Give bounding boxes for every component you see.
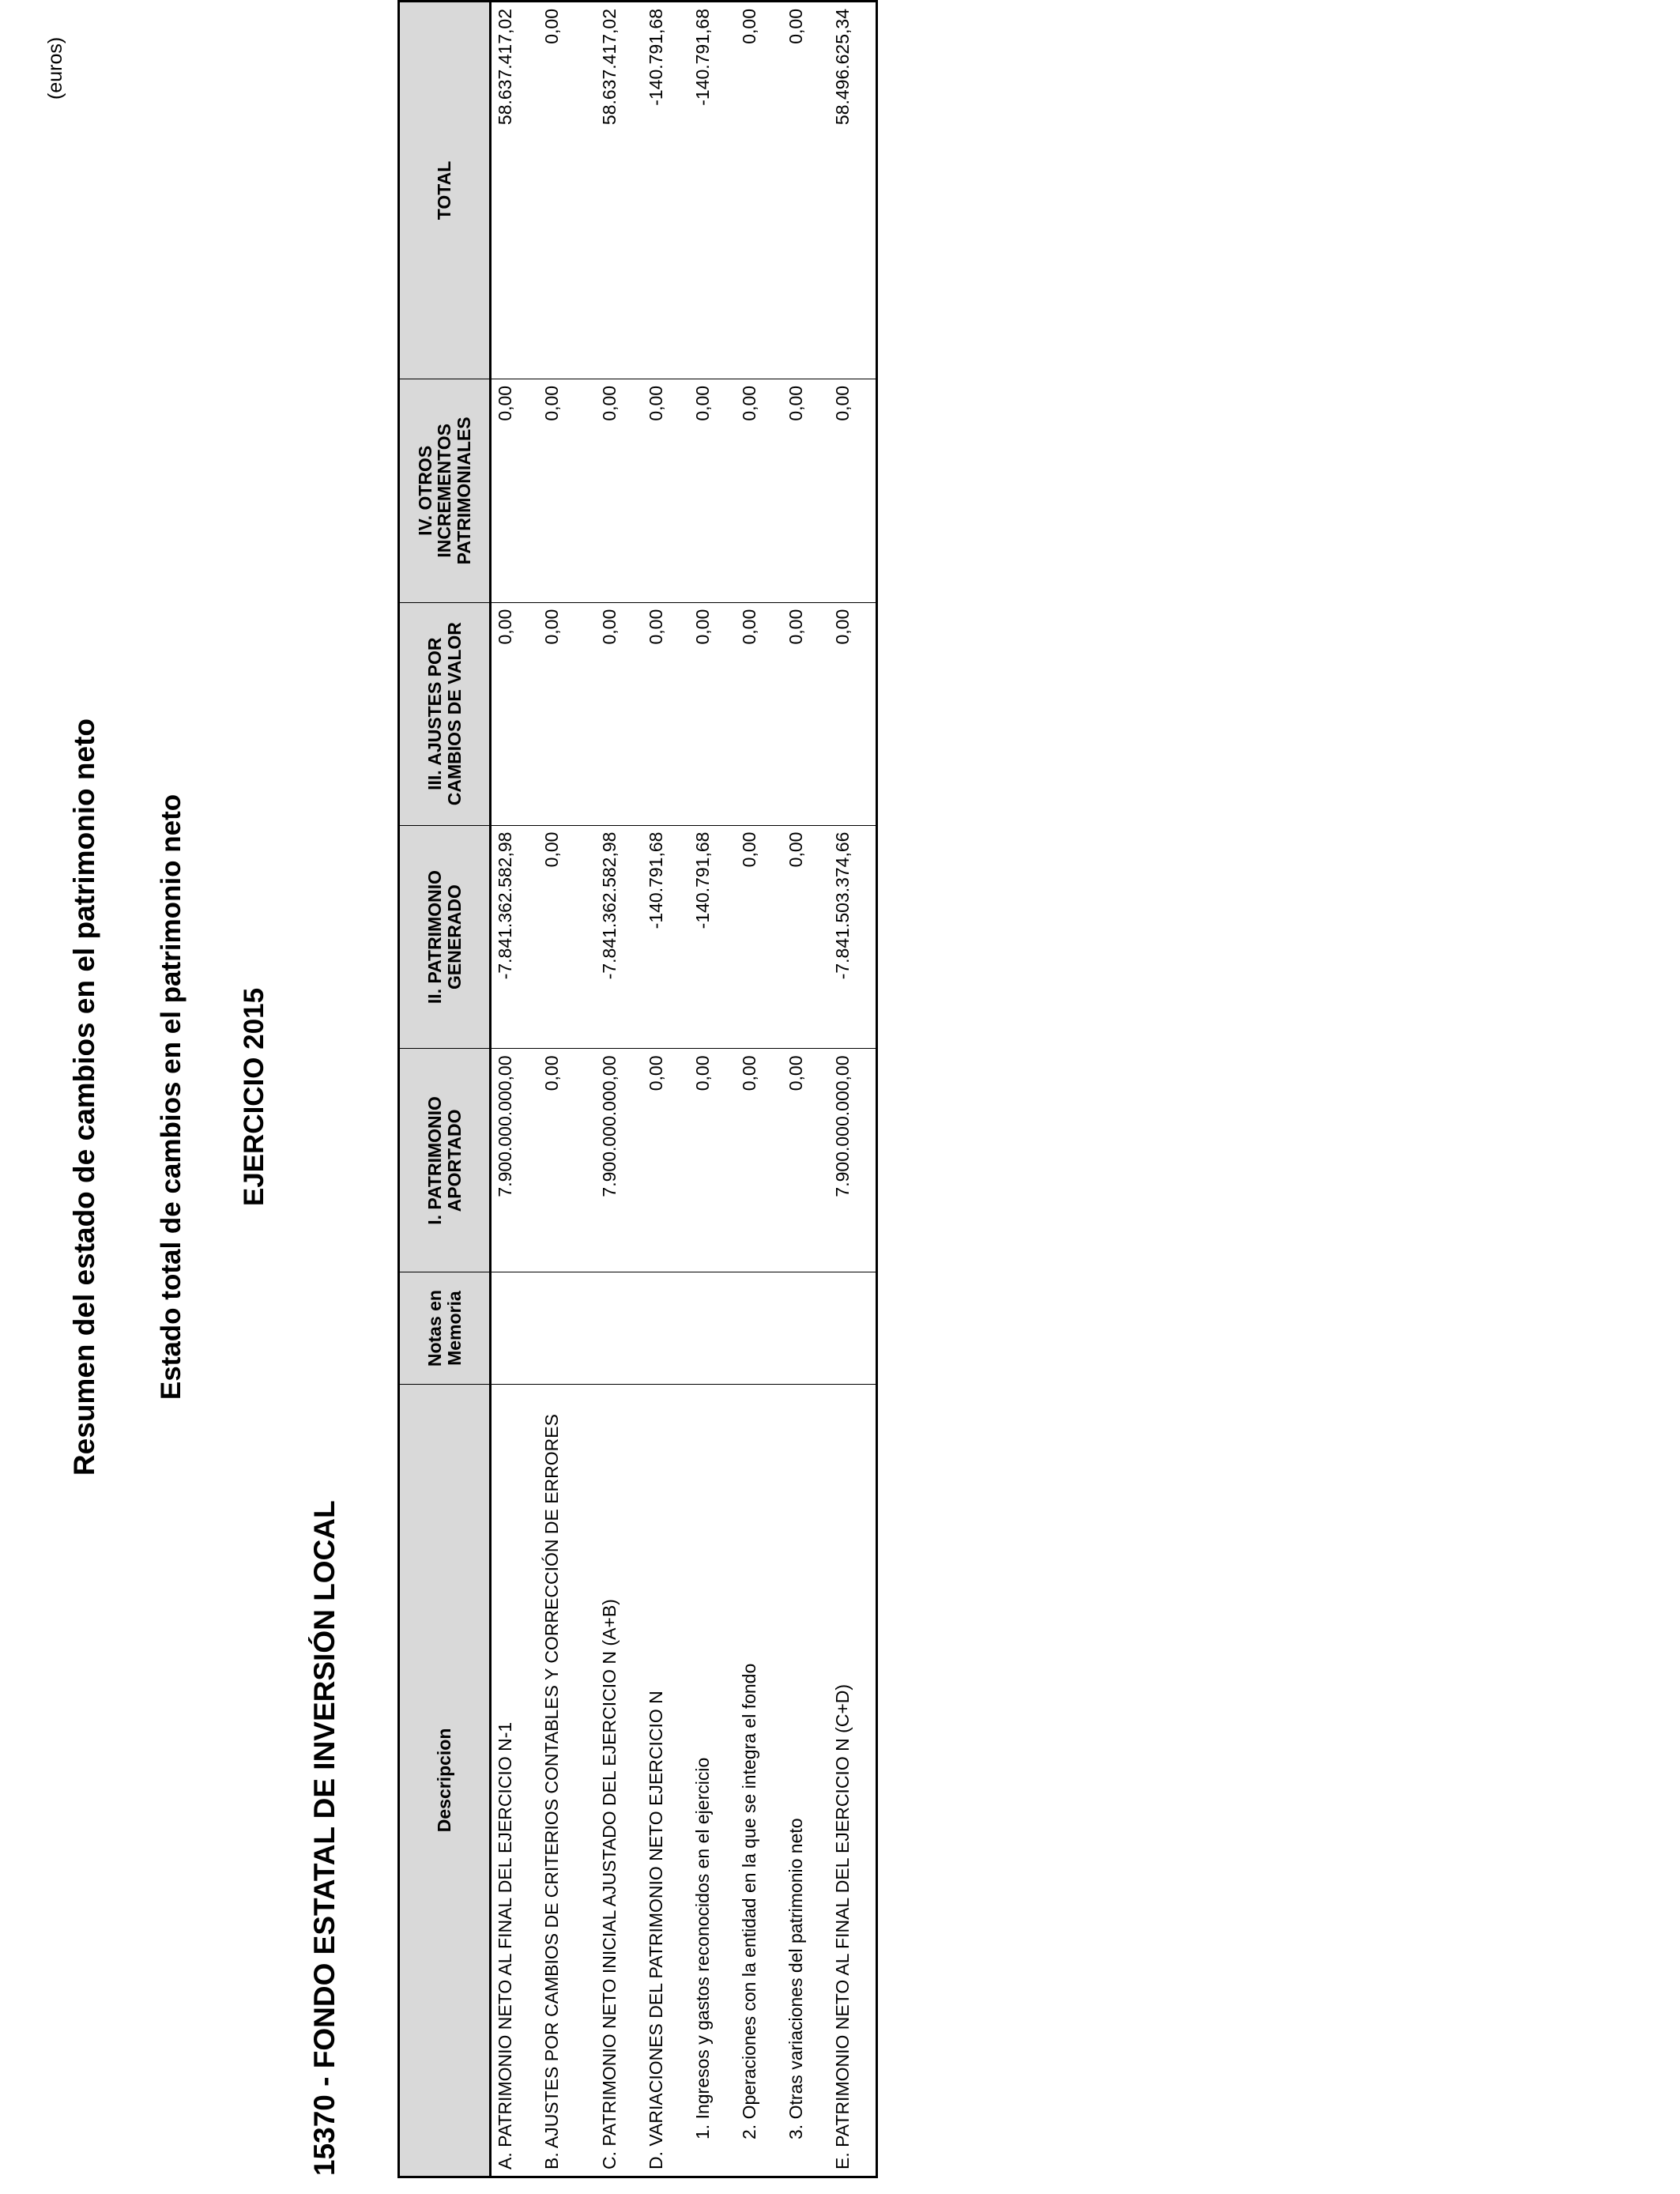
row-label: 1. Ingresos y gastos reconocidos en el ejercicio <box>689 1384 736 2177</box>
table-row <box>829 2 877 2177</box>
table-row <box>596 2 642 2177</box>
cell-otros-incrementos: 0,00 <box>596 379 642 602</box>
row-notes <box>782 1272 829 1384</box>
cell-patrimonio-generado: -7.841.362.582,98 <box>596 825 642 1049</box>
cell-otros-incrementos: 0,00 <box>736 379 782 602</box>
cell-otros-incrementos: 0,00 <box>689 379 736 602</box>
column-header-total: TOTAL <box>399 2 491 379</box>
cell-patrimonio-generado: 0,00 <box>538 825 596 1049</box>
units-label: (euros) <box>44 36 66 100</box>
cell-patrimonio-aportado: 0,00 <box>782 1049 829 1272</box>
row-notes <box>596 1272 642 1384</box>
cell-otros-incrementos: 0,00 <box>642 379 689 602</box>
row-label: B. AJUSTES POR CAMBIOS DE CRITERIOS CONTABLES Y CORRECCIÓN DE ERRORES <box>538 1384 596 2177</box>
column-header-patrimonio-aportado: I. PATRIMONIO APORTADO <box>399 1049 491 1272</box>
cell-patrimonio-aportado: 0,00 <box>642 1049 689 1272</box>
row-notes <box>491 1272 539 1384</box>
cell-ajustes-valor: 0,00 <box>596 602 642 825</box>
cell-patrimonio-aportado: 7.900.000.000,00 <box>829 1049 877 1272</box>
cell-otros-incrementos: 0,00 <box>538 379 596 602</box>
cell-patrimonio-aportado: 0,00 <box>538 1049 596 1272</box>
header-row <box>399 2 491 2177</box>
column-header-ajustes-valor: III. AJUSTES POR CAMBIOS DE VALOR <box>399 602 491 825</box>
cell-patrimonio-aportado: 0,00 <box>736 1049 782 1272</box>
table-row <box>642 2 689 2177</box>
table-row <box>491 2 539 2177</box>
cell-total: 0,00 <box>538 2 596 379</box>
cell-total: 58.496.625,34 <box>829 2 877 379</box>
row-notes <box>829 1272 877 1384</box>
cell-total: -140.791,68 <box>689 2 736 379</box>
row-notes <box>736 1272 782 1384</box>
cell-ajustes-valor: 0,00 <box>829 602 877 825</box>
row-notes <box>642 1272 689 1384</box>
cell-otros-incrementos: 0,00 <box>782 379 829 602</box>
table-row <box>782 2 829 2177</box>
cell-patrimonio-generado: 0,00 <box>782 825 829 1049</box>
row-label: 2. Operaciones con la entidad en la que se integra el fondo <box>736 1384 782 2177</box>
equity-changes-table <box>397 0 878 2178</box>
document-subtitle: Estado total de cambios en el patrimonio neto <box>156 794 186 1400</box>
cell-total: -140.791,68 <box>642 2 689 379</box>
cell-ajustes-valor: 0,00 <box>736 602 782 825</box>
column-header-otros-incrementos: IV. OTROS INCREMENTOS PATRIMONIALES <box>399 379 491 602</box>
cell-otros-incrementos: 0,00 <box>829 379 877 602</box>
cell-otros-incrementos: 0,00 <box>491 379 539 602</box>
table-row <box>689 2 736 2177</box>
cell-ajustes-valor: 0,00 <box>538 602 596 825</box>
row-notes <box>538 1272 596 1384</box>
table-row <box>736 2 782 2177</box>
cell-total: 58.637.417,02 <box>596 2 642 379</box>
cell-patrimonio-generado: 0,00 <box>736 825 782 1049</box>
cell-patrimonio-aportado: 0,00 <box>689 1049 736 1272</box>
document-title: Resumen del estado de cambios en el patrimonio neto <box>68 718 100 1476</box>
entity-name: 15370 - FONDO ESTATAL DE INVERSIÓN LOCAL <box>308 1500 341 2176</box>
row-label: E. PATRIMONIO NETO AL FINAL DEL EJERCICIO N (C+D) <box>829 1384 877 2177</box>
fiscal-year: EJERCICIO 2015 <box>239 987 269 1207</box>
row-label: 3. Otras variaciones del patrimonio neto <box>782 1384 829 2177</box>
cell-total: 0,00 <box>782 2 829 379</box>
cell-patrimonio-generado: -7.841.503.374,66 <box>829 825 877 1049</box>
table-row <box>538 2 596 2177</box>
cell-ajustes-valor: 0,00 <box>491 602 539 825</box>
cell-patrimonio-generado: -140.791,68 <box>642 825 689 1049</box>
cell-patrimonio-generado: -140.791,68 <box>689 825 736 1049</box>
cell-ajustes-valor: 0,00 <box>642 602 689 825</box>
cell-total: 0,00 <box>736 2 782 379</box>
cell-patrimonio-generado: -7.841.362.582,98 <box>491 825 539 1049</box>
column-header-notes: Notas en Memoria <box>399 1272 491 1384</box>
cell-patrimonio-aportado: 7.900.000.000,00 <box>491 1049 539 1272</box>
cell-ajustes-valor: 0,00 <box>689 602 736 825</box>
column-header-description: Descripcion <box>399 1384 491 2177</box>
cell-total: 58.637.417,02 <box>491 2 539 379</box>
cell-patrimonio-aportado: 7.900.000.000,00 <box>596 1049 642 1272</box>
column-header-patrimonio-generado: II. PATRIMONIO GENERADO <box>399 825 491 1049</box>
row-label: A. PATRIMONIO NETO AL FINAL DEL EJERCICIO N-1 <box>491 1384 539 2177</box>
row-label: C. PATRIMONIO NETO INICIAL AJUSTADO DEL EJERCICIO N (A+B) <box>596 1384 642 2177</box>
row-notes <box>689 1272 736 1384</box>
cell-ajustes-valor: 0,00 <box>782 602 829 825</box>
row-label: D. VARIACIONES DEL PATRIMONIO NETO EJERCICIO N <box>642 1384 689 2177</box>
